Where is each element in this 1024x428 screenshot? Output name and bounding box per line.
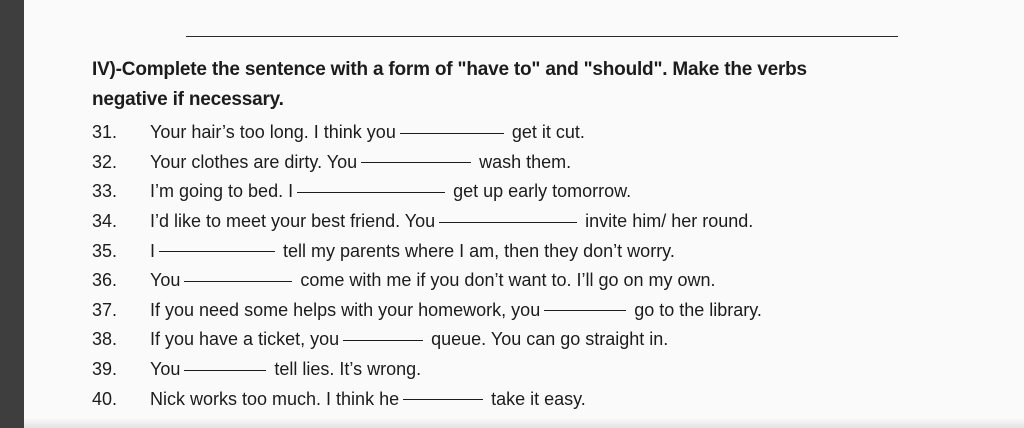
item-40 <box>92 384 992 414</box>
item-text-after: invite him/ her round. <box>585 211 754 232</box>
item-number: 31. <box>92 122 118 143</box>
answer-blank[interactable] <box>400 132 504 134</box>
item-number: 40. <box>92 388 118 409</box>
answer-blank[interactable] <box>544 309 626 311</box>
answer-blank[interactable] <box>439 221 577 223</box>
item-text-after: tell my parents where I am, then they don’t worry. <box>283 240 675 261</box>
item-32 <box>92 148 992 178</box>
item-text-after: get up early tomorrow. <box>453 181 632 202</box>
item-text-before: You <box>150 270 181 291</box>
item-number: 35. <box>92 240 118 261</box>
item-34 <box>92 207 992 237</box>
exercise-heading <box>92 55 892 115</box>
heading-line-2: negative if necessary. <box>92 89 284 110</box>
left-edge-bar <box>0 0 24 428</box>
item-33 <box>92 177 992 207</box>
item-text-before: Nick works too much. I think he <box>150 388 400 409</box>
item-text-before: I <box>150 240 156 261</box>
item-35 <box>92 236 992 266</box>
item-number: 38. <box>92 329 118 350</box>
item-text-after: come with me if you don’t want to. I’ll go on my own. <box>300 270 716 291</box>
item-text-after: queue. You can go straight in. <box>431 329 669 350</box>
answer-blank[interactable] <box>297 191 445 193</box>
item-number: 34. <box>92 211 118 232</box>
item-text-before: I’m going to bed. I <box>150 181 294 202</box>
item-text-before: You <box>150 359 181 380</box>
item-text-after: tell lies. It’s wrong. <box>274 359 422 380</box>
bottom-edge-fade <box>24 418 1024 428</box>
item-text-before: Your clothes are dirty. You <box>150 151 358 172</box>
exercise-items <box>92 118 992 414</box>
item-text-before: If you have a ticket, you <box>150 329 340 350</box>
answer-blank[interactable] <box>361 161 471 163</box>
answer-blank[interactable] <box>343 339 423 341</box>
item-number: 37. <box>92 299 118 320</box>
item-37 <box>92 296 992 326</box>
item-31 <box>92 118 992 148</box>
item-number: 39. <box>92 359 118 380</box>
item-text-after: take it easy. <box>491 388 586 409</box>
item-text-before: Your hair’s too long. I think you <box>150 122 396 143</box>
item-text-before: If you need some helps with your homework, you <box>150 299 541 320</box>
item-text-after: get it cut. <box>511 122 585 143</box>
item-number: 36. <box>92 270 118 291</box>
item-number: 33. <box>92 181 118 202</box>
item-text-before: I’d like to meet your best friend. You <box>150 211 436 232</box>
item-39 <box>92 355 992 385</box>
item-text-after: go to the library. <box>634 299 762 320</box>
item-38 <box>92 325 992 355</box>
answer-blank[interactable] <box>184 280 292 282</box>
heading-line-1: IV)-Complete the sentence with a form of "have to" and "should". Make the verbs <box>92 59 807 80</box>
item-number: 32. <box>92 151 118 172</box>
top-answer-line <box>186 36 898 37</box>
item-text-after: wash them. <box>479 151 572 172</box>
answer-blank[interactable] <box>184 369 266 371</box>
item-36 <box>92 266 992 296</box>
answer-blank[interactable] <box>403 398 483 400</box>
answer-blank[interactable] <box>159 250 275 252</box>
